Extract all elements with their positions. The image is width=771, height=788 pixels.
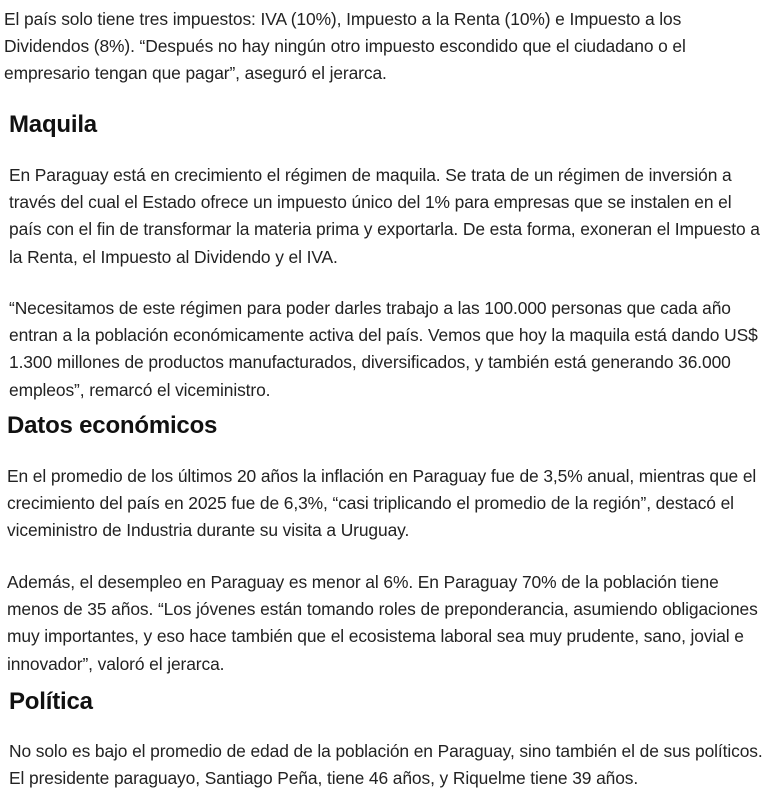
intro-paragraph: El país solo tiene tres impuestos: IVA (10%), Impuesto a la Renta (10%) e Impuesto a los Dividendos (8%). “Después no hay ningún otro impuesto escondido que el ciudadano o el empresario tengan que pagar”, aseguró el jerarca.: [4, 9, 686, 84]
section-heading-politica: Política: [9, 688, 93, 715]
datos-paragraph-2: Además, el desempleo en Paraguay es menor al 6%. En Paraguay 70% de la población tiene menos de 35 años. “Los jóvenes están tomando roles de preponderancia, asumiendo obligaciones muy importantes, y eso hace también que el ecosistema laboral sea muy prudente, sano, jovial e innovador”, valoró el jerarca.: [7, 572, 758, 674]
maquila-paragraph-1: En Paraguay está en crecimiento el régimen de maquila. Se trata de un régimen de inversión a través del cual el Estado ofrece un impuesto único del 1% para empresas que se instalen en el país con el fin de transformar la materia prima y exportarla. De esta forma, exoneran el Impuesto a la Renta, el Impuesto al Dividendo y el IVA.: [9, 165, 760, 267]
section-heading-datos-economicos: Datos económicos: [7, 412, 218, 439]
section-heading-maquila: Maquila: [9, 111, 97, 138]
maquila-paragraph-2: “Necesitamos de este régimen para poder darles trabajo a las 100.000 personas que cada año entran a la población económicamente activa del país. Vemos que hoy la maquila está dando US$ 1.300 millones de productos manufacturados, diversificados, y también está generando 36.000 empleos”, remarcó el viceministro.: [9, 298, 758, 400]
datos-paragraph-1: En el promedio de los últimos 20 años la inflación en Paraguay fue de 3,5% anual, mientras que el crecimiento del país en 2025 fue de 6,3%, “casi triplicando el promedio de la región”, destacó el viceministro de Industria durante su visita a Uruguay.: [7, 466, 757, 541]
politica-paragraph-1: No solo es bajo el promedio de edad de la población en Paraguay, sino también el de sus políticos. El presidente paraguayo, Santiago Peña, tiene 46 años, y Riquelme tiene 39 años.: [9, 741, 763, 788]
